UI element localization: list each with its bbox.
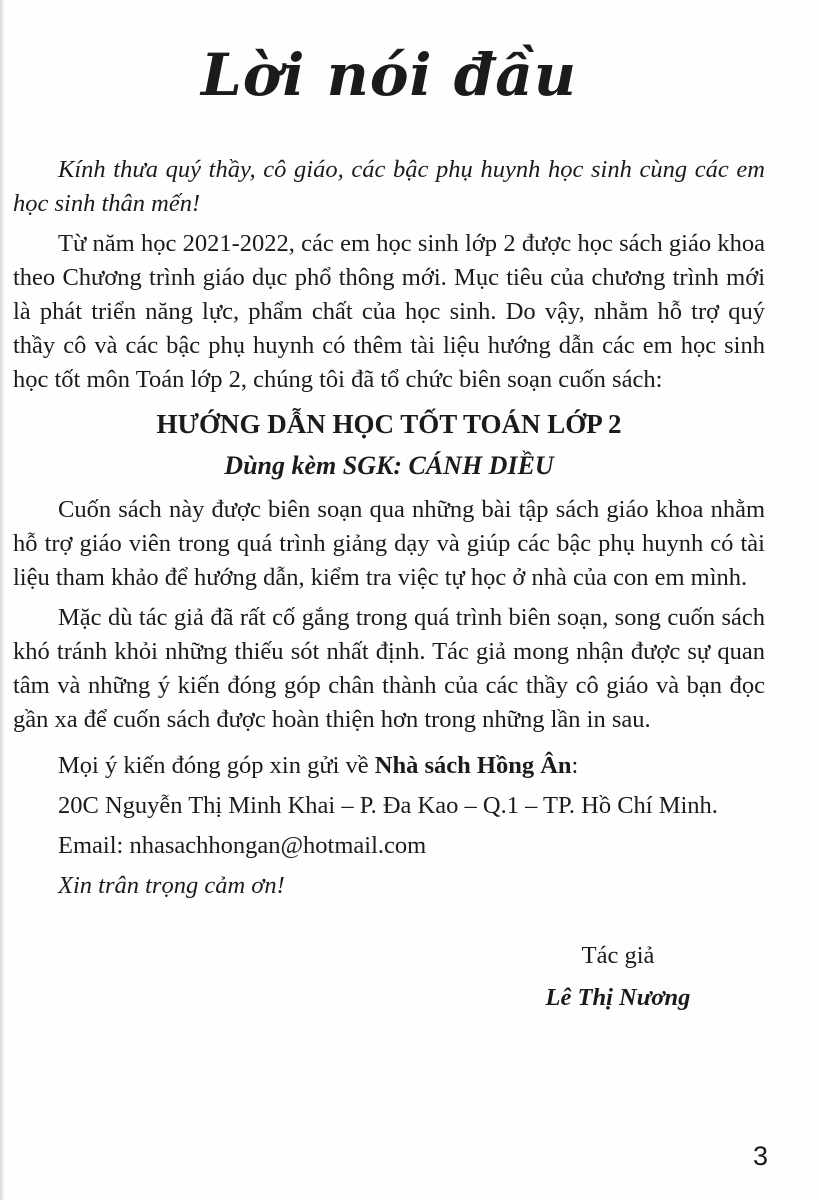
purpose-paragraph: Cuốn sách này được biên soạn qua những bài tập sách giáo khoa nhằm hỗ trợ giáo viên trong quá trình giảng dạy và giúp các bậc phụ huynh có tài liệu tham khảo để hướng dẫn, kiểm tra việc tự học ở nhà của con em mình. bbox=[13, 495, 765, 591]
signature-role: Tác giả bbox=[581, 941, 655, 969]
feedback-line bbox=[13, 749, 765, 783]
feedback-prefix: Mọi ý kiến đóng góp xin gửi về bbox=[58, 751, 375, 779]
book-subtitle-heading: Dùng kèm SGK: CÁNH DIỀU bbox=[224, 450, 554, 480]
program-paragraph: Từ năm học 2021-2022, các em học sinh lớp 2 được học sách giáo khoa theo Chương trình giáo dục phổ thông mới. Mục tiêu của chương trình mới là phát triển năng lực, phẩm chất của học sinh. Do vậy, nhằm hỗ trợ quý thầy cô và các bậc phụ huynh có thêm tài liệu hướng dẫn các em học sinh học tốt môn Toán lớp 2, chúng tôi đã tổ chức biên soạn cuốn sách: bbox=[13, 229, 765, 393]
email-line: Email: nhasachhongan@hotmail.com bbox=[58, 831, 427, 859]
page-number: 3 bbox=[752, 1141, 768, 1171]
feedback-suffix: : bbox=[571, 751, 579, 779]
bookstore-name: Nhà sách Hồng Ân bbox=[374, 751, 572, 779]
page-title: Lời nói đầu bbox=[200, 41, 578, 109]
address-line: 20C Nguyễn Thị Minh Khai – P. Đa Kao – Q.1 – TP. Hồ Chí Minh. bbox=[58, 791, 718, 819]
page-edge-shadow bbox=[0, 0, 5, 1200]
intro-paragraph: Kính thưa quý thầy, cô giáo, các bậc phụ huynh học sinh cùng các em học sinh thân mến! bbox=[13, 155, 765, 217]
signature-block bbox=[498, 935, 738, 1019]
page-content bbox=[13, 42, 765, 1019]
book-title-heading: HƯỚNG DẪN HỌC TỐT TOÁN LỚP 2 bbox=[156, 408, 622, 439]
signature-author: Lê Thị Nương bbox=[545, 983, 691, 1011]
apology-paragraph: Mặc dù tác giả đã rất cố gắng trong quá trình biên soạn, song cuốn sách khó tránh khỏi những thiếu sót nhất định. Tác giả mong nhận được sự quan tâm và những ý kiến đóng góp chân thành của các thầy cô giáo và bạn đọc gần xa để cuốn sách được hoàn thiện hơn trong những lần in sau. bbox=[13, 603, 765, 733]
thanks-line: Xin trân trọng cảm ơn! bbox=[58, 871, 285, 899]
